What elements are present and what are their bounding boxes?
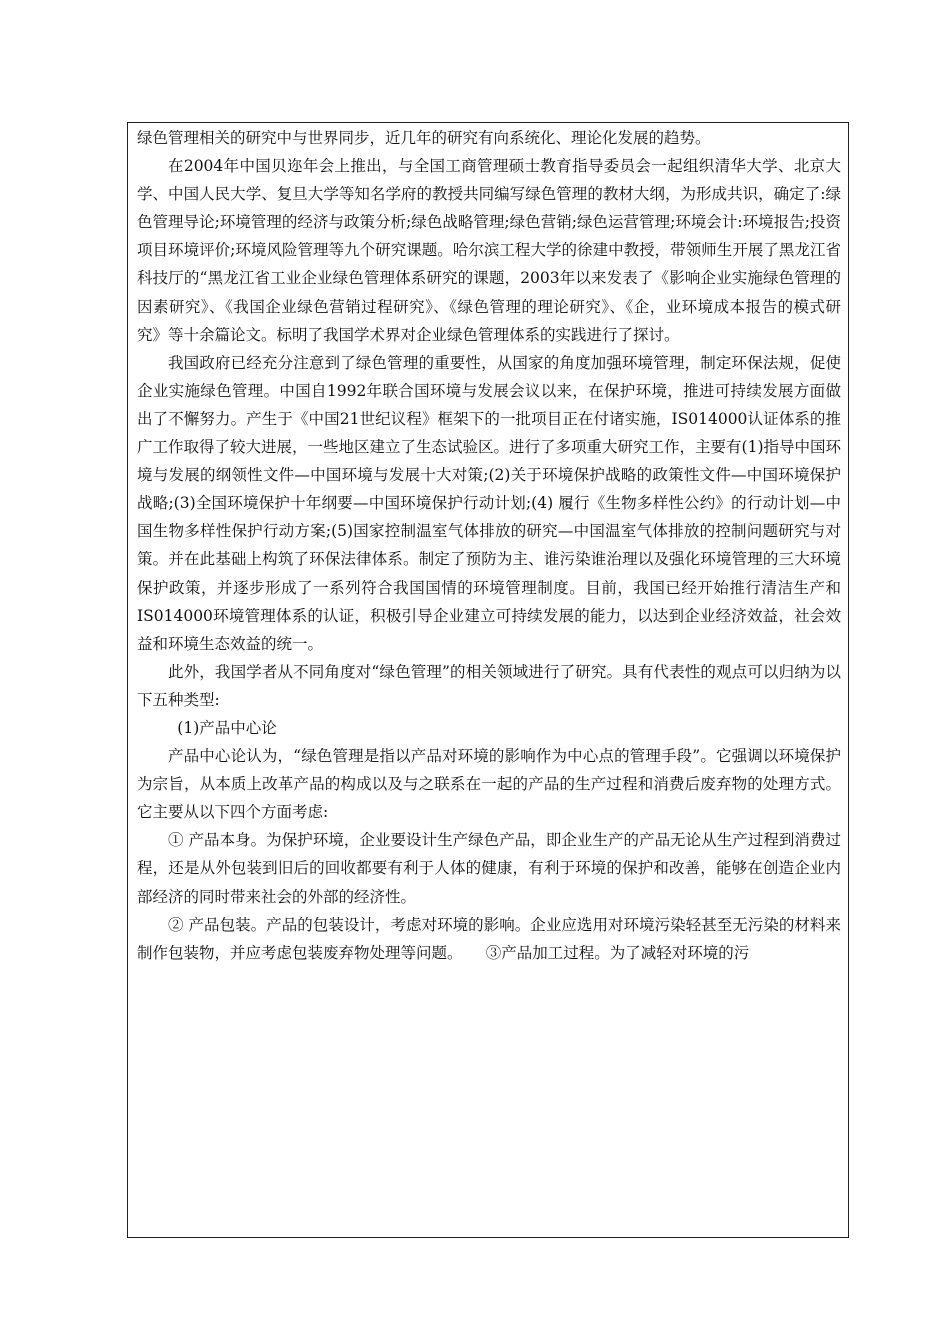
paragraph-2: 在2004年中国贝迩年会上推出，与全国工商管理硕士教育指导委员会一起组织清华大学、北京大学、中国人民大学、复旦大学等知名学府的教授共同编写绿色管理的教材大纲，为形成共识，确定了:绿色管理导论;环境管理的经济与政策分析;绿色战略管理;绿色营销;绿色运营管理;环境会计:环境报告;投资项目环境评价;环境风险管理等九个研究课题。哈尔滨工程大学的徐建中教授，带领师生开展了黑龙江省科技厅的“黑龙江省工业企业绿色管理体系研究的课题，2003年以来发表了《影响企业实施绿色管理的因素研究》、《我国企业绿色营销过程研究》、《绿色管理的理论研究》、《企，业环境成本报告的模式研究》等十余篇论文。标明了我国学术界对企业绿色管理体系的实践进行了探讨。 [137, 157, 841, 344]
paragraph-3: 我国政府已经充分注意到了绿色管理的重要性，从国家的角度加强环境管理，制定环保法规，促使企业实施绿色管理。中国自1992年联合国环境与发展会议以来，在保护环境，推进可持续发展方面做出了不懈努力。产生于《中国21世纪议程》框架下的一批项目正在付诸实施，IS014000认证体系的推广工作取得了较大进展，一些地区建立了生态试验区。进行了多项重大研究工作，主要有(1)指导中国环境与发展的纲领性文件—中国环境与发展十大对策;(2)关于环境保护战略的政策性文件—中国环境保护战略;(3)全国环境保护十年纲要—中国环境保护行动计划;(4) 履行《生物多样性公约》的行动计划—中国生物多样性保护行动方案;(5)国家控制温室气体排放的研究—中国温室气体排放的控制问题研究与对策。并在此基础上构筑了环保法律体系。制定了预防为主、谁污染谁治理以及强化环境管理的三大环境保护政策，并逐步形成了一系列符合我国国情的环境管理制度。目前，我国已经开始推行清洁生产和IS014000环境管理体系的认证，积极引导企业建立可持续发展的能力，以达到企业经济效益，社会效益和环境生态效益的统一。 [137, 353, 841, 653]
section-heading-product-center: (1)产品中心论 [177, 718, 277, 737]
document-body [137, 124, 841, 967]
paragraph-7: ② 产品包装。产品的包装设计，考虑对环境的影响。企业应选用对环境污染轻甚至无污染的材料来制作包装物，并应考虑包装废弃物处理等问题。 ③产品加工过程。为了减轻对环境的污 [137, 915, 841, 962]
paragraph-1: 绿色管理相关的研究中与世界同步，近几年的研究有向系统化、理论化发展的趋势。 [137, 129, 711, 147]
paragraph-5: 产品中心论认为，“绿色管理是指以产品对环境的影响作为中心点的管理手段”。它强调以环境保护为宗旨，从本质上改革产品的构成以及与之联系在一起的产品的生产过程和消费后废弃物的处理方式。它主要从以下四个方面考虑: [137, 747, 841, 822]
paragraph-4: 此外，我国学者从不同角度对“绿色管理”的相关领域进行了研究。具有代表性的观点可以归纳为以下五种类型: [137, 662, 841, 709]
paragraph-6: ① 产品本身。为保护环境，企业要设计生产绿色产品，即企业生产的产品无论从生产过程到消费过程，还是从外包装到旧后的回收都要有利于人体的健康，有利于环境的保护和改善，能够在创造企业内部经济的同时带来社会的外部的经济性。 [137, 831, 841, 906]
